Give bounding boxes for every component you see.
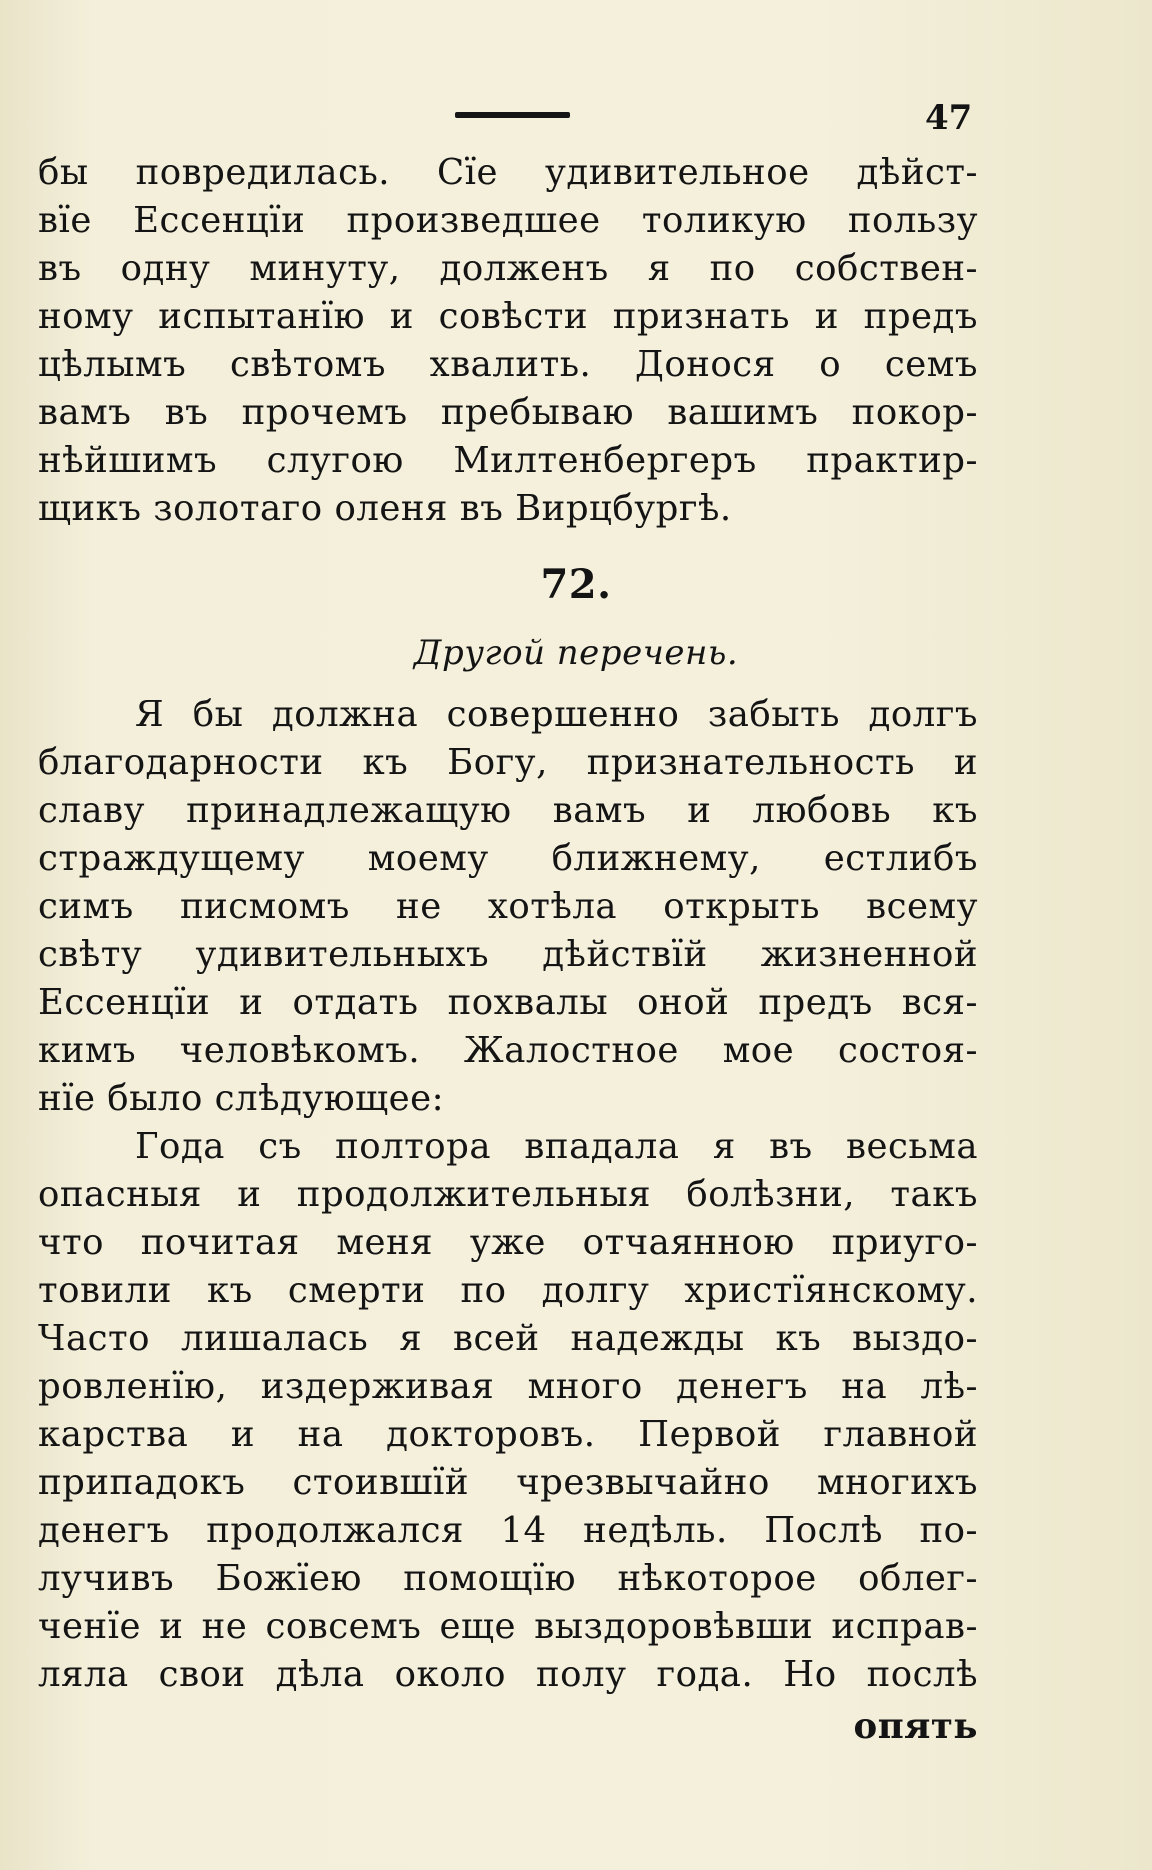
text-line: нїе было слѣдующее:: [38, 1078, 445, 1119]
text-line: Ессенцїи и отдать похвалы оной предъ вся-: [38, 982, 978, 1023]
text-line: благодарности къ Богу, признательность и: [38, 742, 978, 783]
section-title: Другой перечень.: [413, 633, 739, 673]
text-line: карства и на докторовъ. Первой главной: [38, 1414, 978, 1455]
text-line: цѣлымъ свѣтомъ хвалить. Донося о семъ: [38, 344, 978, 385]
text-line: ровленїю, издерживая много денегъ на лѣ-: [38, 1366, 978, 1407]
text-line: лучивъ Божїею помощїю нѣкоторое облег-: [38, 1558, 978, 1599]
text-line: товили къ смерти по долгу христїянскому.: [38, 1270, 978, 1311]
text-line: ляла свои дѣла около полу года. Но послѣ: [38, 1654, 978, 1695]
text-line: ному испытанїю и совѣсти признать и предъ: [38, 296, 978, 337]
text-line: опасныя и продолжительныя болѣзни, такъ: [38, 1174, 978, 1215]
text-line: вїе Ессенцїи произведшее толикую пользу: [38, 200, 978, 241]
text-line: что почитая меня уже отчаянною приуго-: [38, 1222, 978, 1263]
text-line: Года съ полтора впадала я въ весьма: [135, 1126, 978, 1167]
text-line: щикъ золотаго оленя въ Вирцбургѣ.: [38, 488, 732, 529]
header-rule: [455, 112, 570, 118]
text-line: въ одну минуту, долженъ я по собствен-: [38, 248, 978, 289]
text-line: страждущему моему ближнему, естлибъ: [38, 838, 978, 879]
text-line: славу принадлежащую вамъ и любовь къ: [38, 790, 978, 831]
text-line: свѣту удивительныхъ дѣйствїй жизненной: [38, 934, 978, 975]
text-line: Часто лишалась я всей надежды къ выздо-: [38, 1318, 978, 1359]
text-line: вамъ въ прочемъ пребываю вашимъ покор-: [38, 392, 978, 433]
section-number: 72.: [540, 561, 612, 608]
text-line: Я бы должна совершенно забыть долгъ: [135, 694, 978, 735]
text-line: симъ писмомъ не хотѣла открыть всему: [38, 886, 978, 927]
text-line: припадокъ стоившїй чрезвычайно многихъ: [38, 1462, 978, 1503]
page-number: 47: [925, 98, 973, 138]
text-line: денегъ продолжался 14 недѣль. Послѣ по-: [38, 1510, 978, 1551]
catchword: опять: [853, 1706, 978, 1747]
text-line: бы повредилась. Сїе удивительное дѣйст-: [38, 152, 978, 193]
text-line: ченїе и не совсемъ еще выздоровѣвши исправ-: [38, 1606, 978, 1647]
text-line: нѣйшимъ слугою Милтенбергеръ практир-: [38, 440, 978, 481]
text-line: кимъ человѣкомъ. Жалостное мое состоя-: [38, 1030, 978, 1071]
